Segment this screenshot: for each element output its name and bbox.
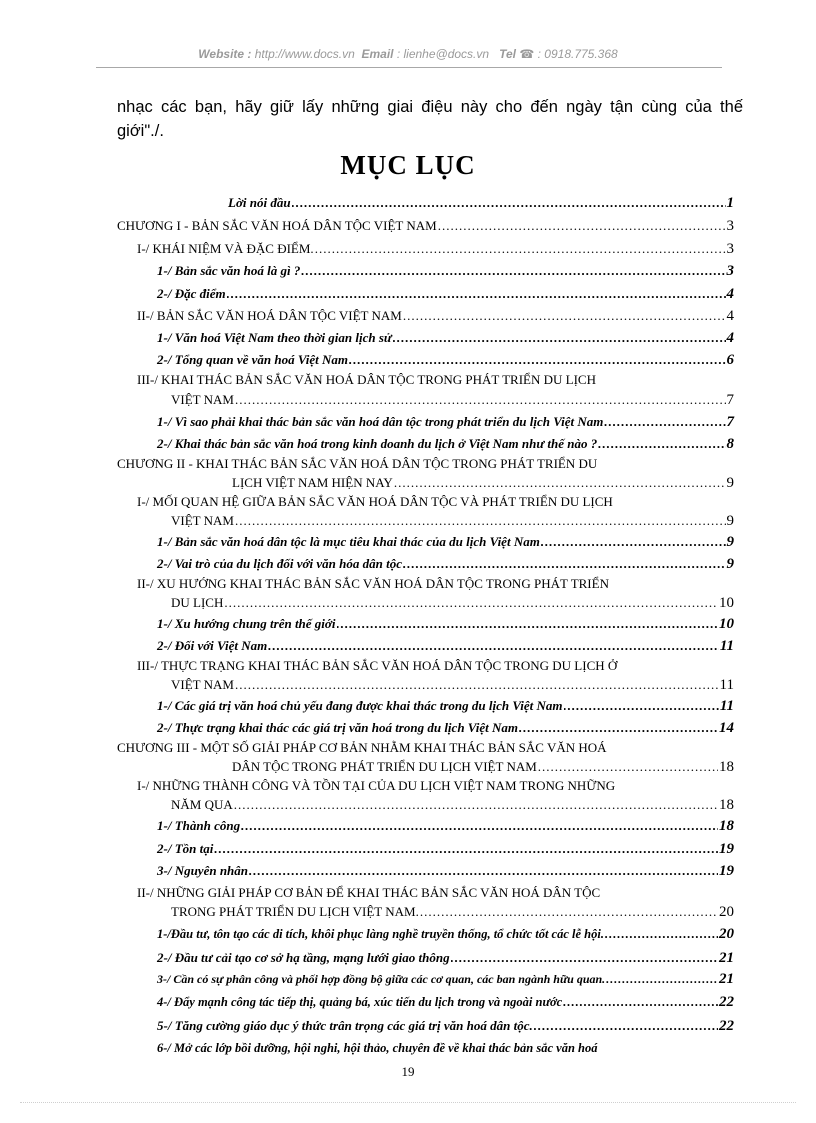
toc-entry-heading[interactable]: III-/ KHAI THÁC BẢN SẮC VĂN HOÁ DÂN TỘC TRONG PHÁT TRIỂN DU LỊCH xyxy=(137,372,596,387)
toc-leader xyxy=(394,474,726,491)
toc-leader xyxy=(403,307,726,324)
toc-entry-page: 22 xyxy=(719,994,734,1010)
toc-leader xyxy=(292,194,726,211)
toc-entry-title: Lời nói đầu xyxy=(228,195,291,210)
toc-leader xyxy=(301,262,725,279)
toc-entry[interactable] xyxy=(157,697,734,715)
toc-entry[interactable] xyxy=(157,435,734,453)
website-label: Website : xyxy=(198,47,252,61)
toc-leader xyxy=(235,512,726,529)
toc-entry-page: 20 xyxy=(719,904,734,920)
toc-leader xyxy=(563,994,718,1011)
toc-entry-title: 2-/ Tổng quan về văn hoá Việt Nam xyxy=(157,352,349,367)
toc-entry[interactable] xyxy=(232,474,734,492)
toc-entry-page: 9 xyxy=(726,556,734,572)
toc-leader xyxy=(541,533,726,550)
toc-entry-page: 10 xyxy=(719,616,734,632)
toc-entry-page: 8 xyxy=(726,436,734,452)
toc-leader xyxy=(393,329,726,346)
toc-entry-page: 21 xyxy=(719,971,734,987)
toc-entry[interactable] xyxy=(157,637,734,655)
toc-entry[interactable] xyxy=(157,533,734,551)
toc-entry-title: VIỆT NAM xyxy=(171,513,234,528)
toc-leader xyxy=(241,817,718,834)
email-address[interactable]: : lienhe@docs.vn xyxy=(396,47,490,61)
toc-entry-heading[interactable]: CHƯƠNG II - KHAI THÁC BẢN SẮC VĂN HOÁ DÂN TỘC TRONG PHÁT TRIỂN DU xyxy=(117,456,598,471)
tel-label: Tel xyxy=(499,47,516,61)
toc-entry[interactable] xyxy=(171,594,734,612)
toc-leader xyxy=(234,796,718,813)
toc-entry-title: 3-/ Nguyên nhân xyxy=(157,863,249,878)
tel-number: : 0918.775.368 xyxy=(537,47,618,61)
toc-entry-title: 2-/ Đối với Việt Nam xyxy=(157,638,268,653)
toc-entry-title: 4-/ Đẩy mạnh công tác tiếp thị, quảng bá, xúc tiến du lịch trong và ngoài nước xyxy=(157,995,563,1009)
toc-entry[interactable] xyxy=(171,796,734,814)
toc-leader xyxy=(224,594,718,611)
toc-leader xyxy=(214,840,718,857)
toc-entry-page: 6 xyxy=(726,352,734,368)
toc-entry-heading[interactable]: I-/ MỐI QUAN HỆ GIỮA BẢN SẮC VĂN HOÁ DÂN TỘC VÀ PHÁT TRIỂN DU LỊCH xyxy=(137,494,613,509)
toc-entry-title: DU LỊCH xyxy=(171,595,224,610)
toc-entry-title: TRONG PHÁT TRIỂN DU LỊCH VIỆT NAM. xyxy=(171,904,419,919)
toc-entry-page: 18 xyxy=(719,818,734,834)
toc-entry-title: I-/ KHÁI NIỆM VÀ ĐẶC ĐIỂM. xyxy=(137,241,314,256)
toc-entry-page: 7 xyxy=(726,392,734,408)
toc-entry[interactable] xyxy=(171,903,734,921)
toc-leader xyxy=(538,758,718,775)
toc-entry-title: 2-/ Thực trạng khai thác các giá trị văn hoá trong du lịch Việt Nam xyxy=(157,720,518,735)
toc-entry-page: 19 xyxy=(719,863,734,879)
toc-entry[interactable] xyxy=(117,217,734,235)
toc-entry-page: 3 xyxy=(726,218,734,234)
toc-entry[interactable] xyxy=(157,994,734,1011)
toc-entry-title: 2-/ Khai thác bản sắc văn hoá trong kinh doanh du lịch ở Việt Nam như thế nào ? xyxy=(157,436,598,451)
intro-line: giới"./. xyxy=(117,122,164,140)
toc-entry-page: 14 xyxy=(719,720,734,736)
toc-entry[interactable] xyxy=(157,351,734,369)
toc-leader xyxy=(235,391,726,408)
toc-entry-page: 9 xyxy=(726,513,734,529)
toc-entry[interactable] xyxy=(171,676,734,694)
toc-entry[interactable] xyxy=(157,262,734,280)
toc-entry[interactable] xyxy=(157,840,734,858)
toc-entry[interactable] xyxy=(157,971,734,988)
toc-entry[interactable] xyxy=(157,555,734,573)
toc-leader xyxy=(598,435,725,452)
toc-entry-page: 4 xyxy=(726,308,734,324)
toc-entry-page: 3 xyxy=(726,241,734,257)
toc-leader xyxy=(605,926,718,943)
toc-entry[interactable] xyxy=(157,615,734,633)
toc-leader xyxy=(249,862,718,879)
toc-leader xyxy=(451,949,718,966)
toc-entry[interactable] xyxy=(157,329,734,347)
toc-entry-heading[interactable]: II-/ XU HƯỚNG KHAI THÁC BẢN SẮC VĂN HOÁ DÂN TỘC TRONG PHÁT TRIỂN xyxy=(137,576,609,591)
toc-entry-page: 19 xyxy=(719,841,734,857)
website-url[interactable]: http://www.docs.vn xyxy=(254,47,355,61)
toc-entry-page: 11 xyxy=(719,638,734,654)
toc-entry-heading[interactable]: III-/ THỰC TRẠNG KHAI THÁC BẢN SẮC VĂN HOÁ DÂN TỘC TRONG DU LỊCH Ở xyxy=(137,658,618,673)
email-label: Email xyxy=(361,47,394,61)
toc-entry-title: DÂN TỘC TRONG PHÁT TRIỂN DU LỊCH VIỆT NAM xyxy=(232,759,537,774)
toc-entry-title: 1-/Đầu tư, tôn tạo các di tích, khôi phục làng nghề truyền thống, tổ chức tốt các lễ hội. xyxy=(157,927,604,941)
toc-entry-title: 2-/ Tồn tại xyxy=(157,841,214,856)
toc-entry[interactable] xyxy=(171,512,734,530)
toc-entry-title: LỊCH VIỆT NAM HIỆN NAY xyxy=(232,475,393,490)
toc-entry-title: 3-/ Cần có sự phân công và phối hợp đồng bộ giữa các cơ quan, các ban ngành hữu quan. xyxy=(157,972,606,986)
toc-entry-page: 9 xyxy=(726,475,734,491)
toc-entry-page: 9 xyxy=(726,534,734,550)
toc-entry[interactable] xyxy=(171,391,734,409)
toc-entry-title: 1-/ Bản sắc văn hoá dân tộc là mục tiêu khai thác của du lịch Việt Nam xyxy=(157,534,540,549)
phone-icon: ☎ xyxy=(519,47,535,61)
toc-entry-page: 11 xyxy=(719,698,734,714)
toc-leader xyxy=(337,615,718,632)
toc-entry[interactable] xyxy=(137,240,734,258)
toc-entry-title: 1-/ Văn hoá Việt Nam theo thời gian lịch sử xyxy=(157,330,392,345)
toc-entry-heading[interactable]: I-/ NHỮNG THÀNH CÔNG VÀ TỒN TẠI CỦA DU LỊCH VIỆT NAM TRONG NHỮNG xyxy=(137,778,616,793)
toc-entry-page: 10 xyxy=(719,595,734,611)
toc-entry-title: 2-/ Đặc điểm xyxy=(157,286,226,301)
toc-entry-page: 21 xyxy=(719,950,734,966)
toc-leader xyxy=(227,285,726,302)
toc-entry[interactable] xyxy=(157,949,734,967)
toc-entry-page: 1 xyxy=(726,195,734,211)
toc-entry-title: 1-/ Bản sắc văn hoá là gì ? xyxy=(157,263,301,278)
toc-entry-title: VIỆT NAM xyxy=(171,677,234,692)
toc-entry-title: 5-/ Tăng cường giáo dục ý thức trân trọng các giá trị văn hoá dân tộc. xyxy=(157,1018,533,1033)
toc-leader xyxy=(534,1017,718,1034)
toc-entry[interactable] xyxy=(157,926,734,943)
toc-entry-title: 2-/ Vai trò của du lịch đối với văn hóa dân tộc xyxy=(157,556,402,571)
toc-entry-heading[interactable]: II-/ NHỮNG GIẢI PHÁP CƠ BẢN ĐỂ KHAI THÁC BẢN SẮC VĂN HOÁ DÂN TỘC xyxy=(137,885,601,900)
toc-entry-title: 1-/ Các giá trị văn hoá chủ yếu đang được khai thác trong du lịch Việt Nam xyxy=(157,698,563,713)
toc-entry[interactable] xyxy=(157,719,734,737)
toc-leader xyxy=(235,676,719,693)
toc-entry[interactable] xyxy=(232,758,734,776)
toc-entry-title: 1-/ Xu hướng chung trên thế giới xyxy=(157,616,336,631)
toc-entry-title: II-/ BẢN SẮC VĂN HOÁ DÂN TỘC VIỆT NAM xyxy=(137,308,402,323)
toc-entry-page: 18 xyxy=(719,759,734,775)
toc-entry[interactable] xyxy=(157,862,734,880)
toc-entry[interactable] xyxy=(157,817,734,835)
toc-leader xyxy=(268,637,719,654)
toc-entry-heading[interactable]: CHƯƠNG III - MỘT SỐ GIẢI PHÁP CƠ BẢN NHẰM KHAI THÁC BẢN SẮC VĂN HOÁ xyxy=(117,740,607,755)
toc-entry-page: 4 xyxy=(726,286,734,302)
toc-entry-title: VIỆT NAM xyxy=(171,392,234,407)
footer-divider xyxy=(20,1102,796,1103)
toc-leader xyxy=(438,217,726,234)
toc-entry-heading[interactable]: 6-/ Mở các lớp bồi dưỡng, hội nghi, hội thảo, chuyên đề về khai thác bản sắc văn hoá xyxy=(157,1041,598,1055)
toc-leader xyxy=(349,351,725,368)
toc-entry[interactable] xyxy=(157,285,734,303)
toc-entry-page: 3 xyxy=(726,263,734,279)
toc-entry-page: 11 xyxy=(719,677,734,693)
toc-leader xyxy=(604,413,725,430)
toc-entry-title: CHƯƠNG I - BẢN SẮC VĂN HOÁ DÂN TỘC VIỆT NAM xyxy=(117,218,437,233)
toc-entry[interactable] xyxy=(157,413,734,431)
toc-entry-page: 18 xyxy=(719,797,734,813)
toc-leader xyxy=(564,697,719,714)
intro-line: nhạc các bạn, hãy giữ lấy những giai điệu này cho đến ngày tận cùng của thế xyxy=(117,98,743,116)
page-number: 19 xyxy=(401,1064,415,1079)
toc-entry[interactable] xyxy=(157,1017,734,1035)
toc-entry-page: 7 xyxy=(726,414,734,430)
toc-entry[interactable] xyxy=(137,307,734,325)
toc-entry-page: 20 xyxy=(719,926,734,942)
page-title: MỤC LỤC xyxy=(340,150,476,180)
toc-entry-title: 1-/ Thành công xyxy=(157,818,241,833)
toc-leader xyxy=(315,240,726,257)
toc-leader xyxy=(420,903,718,920)
toc-leader xyxy=(519,719,718,736)
toc-entry[interactable] xyxy=(228,194,734,212)
toc-leader xyxy=(403,555,726,572)
toc-entry-title: NĂM QUA xyxy=(171,797,233,812)
toc-entry-page: 4 xyxy=(726,330,734,346)
toc-entry-title: 1-/ Vì sao phải khai thác bản sắc văn hoá dân tộc trong phát triển du lịch Việt Nam xyxy=(157,414,604,429)
toc-entry-title: 2-/ Đầu tư cải tạo cơ sở hạ tầng, mạng lưới giao thông xyxy=(157,950,450,965)
toc-leader xyxy=(606,971,718,988)
toc-entry-page: 22 xyxy=(719,1018,734,1034)
